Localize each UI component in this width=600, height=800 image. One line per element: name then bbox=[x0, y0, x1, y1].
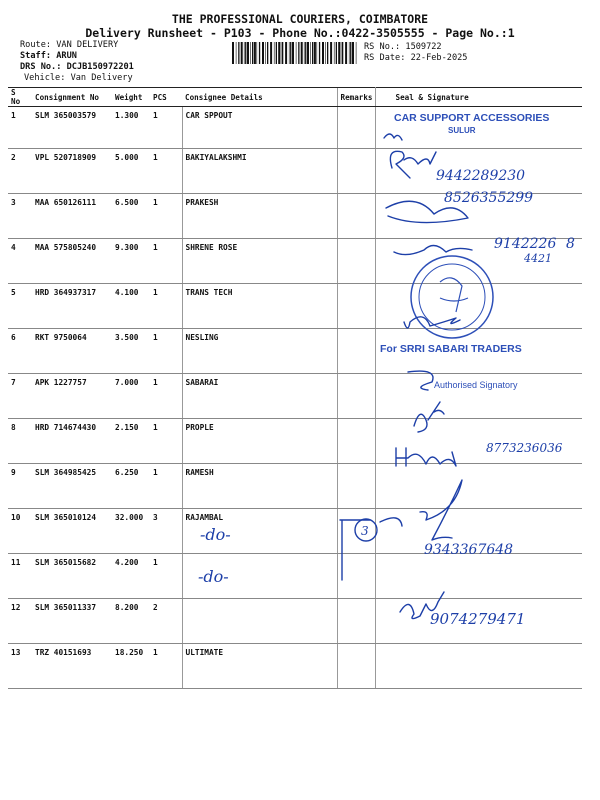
runsheet-title: Delivery Runsheet - P103 - Phone No.:0422-3505555 - Page No.:1 bbox=[85, 26, 515, 40]
srri-sabari-stamp: For SRRI SABARI TRADERS bbox=[380, 343, 522, 355]
col-weight-header: Weight bbox=[112, 88, 150, 107]
staff-value: ARUN bbox=[56, 51, 77, 61]
cell-sno: 6 bbox=[8, 329, 32, 374]
cell-weight: 8.200 bbox=[112, 599, 150, 644]
cell-pcs: 1 bbox=[150, 284, 182, 329]
svg-text:4421: 4421 bbox=[524, 252, 552, 265]
cell-sno: 13 bbox=[8, 644, 32, 689]
col-consignee-header: Consignee Details bbox=[182, 88, 337, 107]
col-remarks-header: Remarks bbox=[337, 88, 375, 107]
cell-weight: 7.000 bbox=[112, 374, 150, 419]
cell-pcs: 1 bbox=[150, 419, 182, 464]
rs-date: RS Date: 22-Feb-2025 bbox=[364, 53, 468, 63]
rs-number: RS No.: 1509722 bbox=[364, 42, 442, 52]
signature-row8 bbox=[414, 402, 444, 432]
cell-pcs: 1 bbox=[150, 554, 182, 599]
svg-text:8773236036: 8773236036 bbox=[486, 441, 563, 455]
cell-consignee: ULTIMATE bbox=[182, 644, 337, 689]
col-pcs-header: PCS bbox=[150, 88, 182, 107]
drs-value: DCJB150972201 bbox=[66, 62, 134, 72]
cell-weight: 6.500 bbox=[112, 194, 150, 239]
cell-consignment-no: MAA 575805240 bbox=[32, 239, 112, 284]
cell-consignment-no: RKT 9750064 bbox=[32, 329, 112, 374]
cell-weight: 4.100 bbox=[112, 284, 150, 329]
cell-consignee: BAKIYALAKSHMI bbox=[182, 149, 337, 194]
signature-row4 bbox=[394, 236, 575, 265]
cell-pcs: 1 bbox=[150, 644, 182, 689]
cell-weight: 3.500 bbox=[112, 329, 150, 374]
col-consignment-header: Consignment No bbox=[32, 88, 112, 107]
signature-row9 bbox=[396, 441, 563, 466]
cell-consignee: PRAKESH bbox=[182, 194, 337, 239]
cell-pcs: 2 bbox=[150, 599, 182, 644]
cell-weight: 6.250 bbox=[112, 464, 150, 509]
cell-consignment-no: HRD 364937317 bbox=[32, 284, 112, 329]
cell-consignee: SHRENE ROSE bbox=[182, 239, 337, 284]
cell-pcs: 1 bbox=[150, 149, 182, 194]
cell-sno: 5 bbox=[8, 284, 32, 329]
cell-sno: 3 bbox=[8, 194, 32, 239]
col-sno-header: S No bbox=[8, 88, 32, 107]
cell-sno: 4 bbox=[8, 239, 32, 284]
handwritten-phone-row12: 9343367648 bbox=[424, 542, 514, 558]
vehicle-label: Vehicle: Van Delivery bbox=[24, 73, 133, 83]
company-title: THE PROFESSIONAL COURIERS, COIMBATORE bbox=[171, 12, 429, 26]
svg-text:CAR SUPPORT ACCESSORIES: CAR SUPPORT ACCESSORIES bbox=[394, 112, 550, 124]
cell-sno: 11 bbox=[8, 554, 32, 599]
cell-pcs: 1 bbox=[150, 239, 182, 284]
cell-sno: 2 bbox=[8, 149, 32, 194]
cell-consignment-no: SLM 365015682 bbox=[32, 554, 112, 599]
cell-weight: 5.000 bbox=[112, 149, 150, 194]
ditto-mark-row12: -do- bbox=[198, 567, 229, 586]
cell-consignment-no: SLM 364985425 bbox=[32, 464, 112, 509]
cell-consignment-no: HRD 714674430 bbox=[32, 419, 112, 464]
route-label: Route: VAN DELIVERY bbox=[20, 40, 119, 50]
handwritten-phone-row13: 9074279471 bbox=[430, 610, 526, 628]
cell-weight: 4.200 bbox=[112, 554, 150, 599]
svg-text:9442289230: 9442289230 bbox=[436, 168, 526, 184]
cell-consignment-no: VPL 520718909 bbox=[32, 149, 112, 194]
cell-pcs: 1 bbox=[150, 464, 182, 509]
cell-weight: 18.250 bbox=[112, 644, 150, 689]
cell-consignment-no: APK 1227757 bbox=[32, 374, 112, 419]
cell-sno: 12 bbox=[8, 599, 32, 644]
cell-consignment-no: MAA 650126111 bbox=[32, 194, 112, 239]
drs-label: DRS No.: bbox=[20, 62, 62, 72]
cell-pcs: 3 bbox=[150, 509, 182, 554]
cell-pcs: 1 bbox=[150, 194, 182, 239]
cell-weight: 32.000 bbox=[112, 509, 150, 554]
cell-sno: 1 bbox=[8, 107, 32, 149]
cell-weight: 9.300 bbox=[112, 239, 150, 284]
cell-consignment-no: SLM 365011337 bbox=[32, 599, 112, 644]
cell-consignee: RAMESH bbox=[182, 464, 337, 509]
cell-consignee: SABARAI bbox=[182, 374, 337, 419]
svg-text:SULUR: SULUR bbox=[448, 126, 476, 135]
cell-consignee: RAJAMBAL bbox=[182, 509, 337, 554]
cell-consignee: CAR SPPOUT bbox=[182, 107, 337, 149]
signature-row11 bbox=[380, 480, 462, 540]
signature-row3 bbox=[386, 190, 533, 223]
svg-text:8: 8 bbox=[566, 236, 575, 252]
cell-pcs: 1 bbox=[150, 374, 182, 419]
cell-consignee: TRANS TECH bbox=[182, 284, 337, 329]
staff-label: Staff: bbox=[20, 51, 52, 61]
cell-consignee: NESLING bbox=[182, 329, 337, 374]
cell-consignment-no: TRZ 40151693 bbox=[32, 644, 112, 689]
authorised-signatory-label: Authorised Signatory bbox=[434, 380, 518, 390]
cell-sno: 7 bbox=[8, 374, 32, 419]
cell-weight: 2.150 bbox=[112, 419, 150, 464]
car-support-stamp bbox=[384, 112, 549, 140]
svg-text:9142226: 9142226 bbox=[494, 236, 557, 252]
signature-row7 bbox=[408, 371, 433, 390]
cell-pcs: 1 bbox=[150, 329, 182, 374]
cell-consignee: PROPLE bbox=[182, 419, 337, 464]
signature-row2 bbox=[390, 151, 525, 184]
ditto-mark-row11: -do- bbox=[200, 525, 231, 544]
col-seal-header: Seal & Signature bbox=[375, 88, 582, 107]
signature-row6 bbox=[404, 317, 460, 328]
cell-pcs: 1 bbox=[150, 107, 182, 149]
cell-sno: 9 bbox=[8, 464, 32, 509]
cell-weight: 1.300 bbox=[112, 107, 150, 149]
cell-sno: 10 bbox=[8, 509, 32, 554]
svg-text:8526355299: 8526355299 bbox=[444, 190, 534, 206]
round-seal-stamp bbox=[411, 256, 493, 338]
cell-sno: 8 bbox=[8, 419, 32, 464]
cell-consignment-no: SLM 365010124 bbox=[32, 509, 112, 554]
circled-count-value: 3 bbox=[361, 524, 369, 538]
cell-consignment-no: SLM 365003579 bbox=[32, 107, 112, 149]
